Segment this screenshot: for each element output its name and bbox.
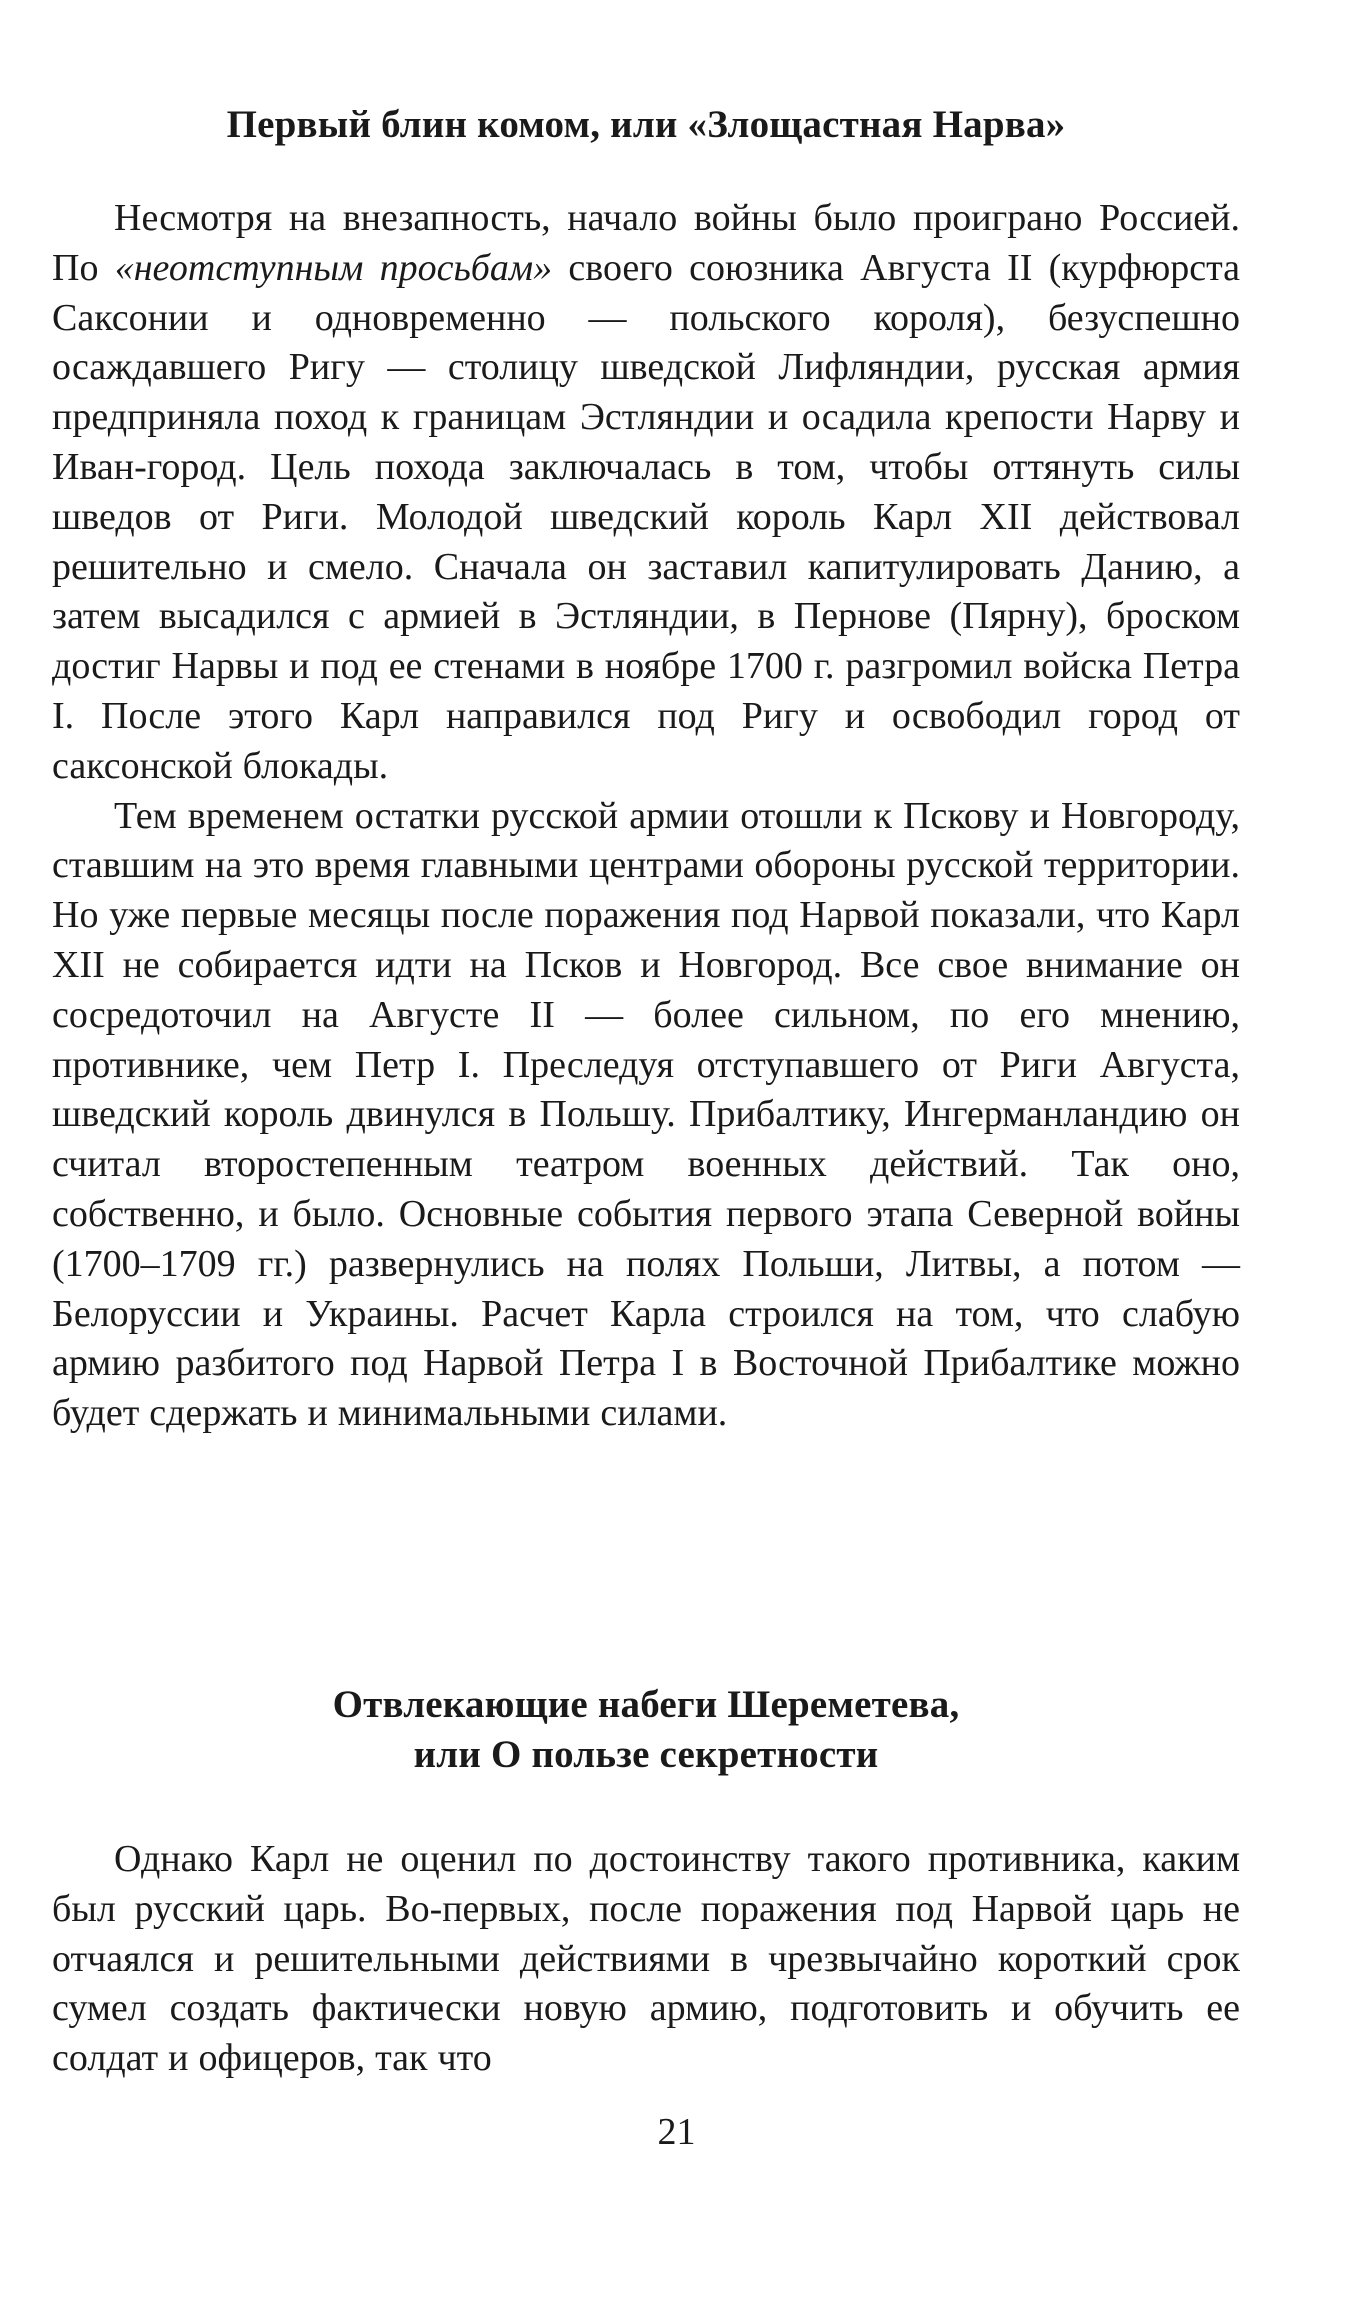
section-title-narva (52, 100, 1240, 150)
section-title: Первый блин комом, или «Злощастная Нарва» (226, 103, 1066, 146)
paragraph: Однако Карл не оценил по достоинству такого противника, каким был русский царь. Во-первых, после поражения под Нарвой царь не отчаялся и решительными действиями в чрезвычайно короткий срок сумел создать фактически новую армию, подготовить и обучить ее солдат и офицеров, так что (52, 1838, 1240, 2080)
section-title-sheremetev (52, 1680, 1240, 1780)
paragraph-text: своего союзника Августа II (курфюрста Саксонии и одновременно — польского короля), безуспешно осаждавшего Ригу — столицу шведской Лифляндии, русская армия предприняла поход к границам Эстляндии и осадила крепости Нарву и Иван-город. Цель похода заключалась в том, чтобы оттянуть силы шведов от Риги. Молодой шведский король Карл XII действовал решительно и смело. Сначала он заставил капитулировать Данию, а затем высадился с армией в Эстляндии, в Пернове (Пярну), броском достиг Нарвы и под ее стенами в ноябре 1700 г. разгромил войска Петра I. После этого Карл направился под Ригу и освободил город от саксонской блокады. (52, 246, 1241, 787)
section-title-line: Отвлекающие набеги Шереметева, (332, 1683, 960, 1726)
paragraph-text: Несмотря на внезапность, начало войны было проиграно Россией. По (52, 197, 1240, 289)
paragraph (52, 194, 1240, 792)
paragraph: Тем временем остатки русской армии отошли к Пскову и Новгороду, ставшим на это время главными центрами обороны русской территории. Но уже первые месяцы после поражения под Нарвой показали, что Карл XII не собирается идти на Псков и Новгород. Все свое внимание он сосредоточил на Августе II — более сильном, по его мнению, противнике, чем Петр I. Преследуя отступавшего от Риги Августа, шведский король двинулся в Польшу. Прибалтику, Ингерманландию он считал второстепенным театром военных действий. Так оно, собственно, и было. Основные события первого этапа Северной войны (1700–1709 гг.) развернулись на полях Польши, Литвы, а потом — Белоруссии и Украины. Расчет Карла строился на том, что слабую армию разбитого под Нарвой Петра I в Восточной Прибалтике можно будет сдержать и минимальными силами. (52, 794, 1240, 1435)
emphasized-quote: «неотступным просьбам» (114, 246, 553, 289)
section-body-sheremetev (52, 1835, 1240, 2084)
page-number: 21 (657, 2111, 696, 2153)
section-title-line: или О пользе секретности (413, 1733, 879, 1776)
section-body-narva (52, 194, 1240, 1439)
